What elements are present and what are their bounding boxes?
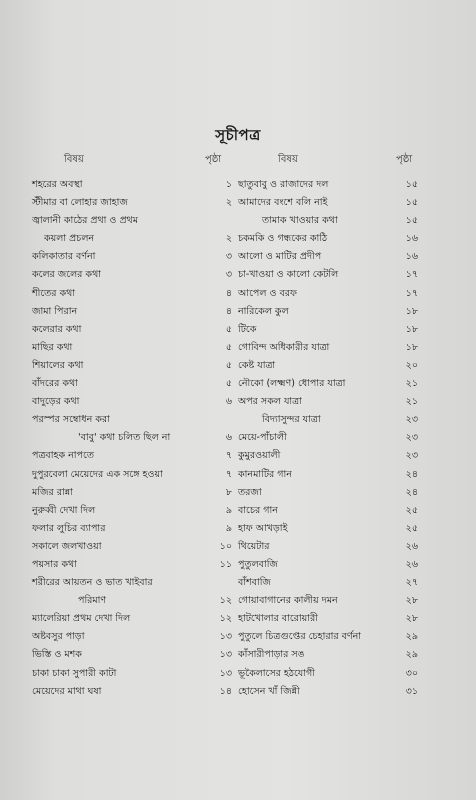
toc-entry-page: ১৫ (405, 197, 418, 209)
toc-entry-page: ২৬ (405, 540, 418, 552)
toc-entry (32, 339, 232, 357)
toc-entry-title: পুতুলে চিত্রগুপ্তের চেহারার বর্ণনা (238, 631, 362, 643)
toc-entry-title: হাফ আখড়াই (238, 522, 288, 534)
toc-entry-page: ১২ (219, 595, 232, 607)
toc-entry-page: ১৮ (405, 341, 418, 353)
toc-entry (238, 610, 418, 628)
toc-entry-page: ১৮ (405, 305, 418, 317)
toc-entry (32, 375, 232, 393)
toc-entry-page: ২ (225, 233, 232, 245)
toc-entry-title: তরজা (238, 486, 262, 498)
toc-entry (32, 556, 232, 574)
toc-entry-page: ২৬ (405, 558, 418, 570)
toc-entry-title: আপেল ও বরফ (238, 287, 297, 299)
toc-entry-page: ১৩ (219, 649, 232, 661)
toc-entry (32, 646, 232, 664)
toc-entry-title: শীতের কথা (32, 287, 76, 299)
toc-entry-title: জামা পিরান (32, 305, 78, 317)
toc-entry-title: স্টীমার বা লোহার জাহাজ (32, 197, 128, 209)
toc-entry (238, 429, 418, 447)
toc-entry-title: কানমাটির গান (238, 468, 292, 480)
toc-entry-title: শরীরের আয়তন ও ভাত খাইবার (32, 577, 153, 589)
right-page-header: পৃষ্ঠা (396, 154, 413, 165)
toc-entry-page: ৪ (225, 287, 232, 299)
toc-entry-title: মজির রান্না (32, 486, 73, 498)
toc-entry-page: ২৭ (405, 577, 418, 589)
toc-entry-page: ৩ (225, 251, 232, 263)
toc-entry (32, 321, 232, 339)
toc-entry-page: ১৪ (219, 685, 232, 697)
toc-entry-title: শিয়ালের কথা (32, 359, 84, 371)
toc-entry (238, 502, 418, 520)
toc-entry-title: পয়সার কথা (32, 558, 77, 570)
toc-entry-title: বাঁশবাজি (238, 577, 271, 589)
toc-entry (238, 212, 418, 230)
left-contents-column (32, 176, 232, 701)
toc-entry (32, 447, 232, 465)
toc-entry-page: ২৯ (405, 631, 418, 643)
page-title: সূচীপত্র (215, 126, 261, 144)
toc-entry-page: ৩ (225, 269, 232, 281)
toc-entry-title: শহরের অবস্থা (32, 179, 83, 190)
toc-entry (238, 646, 418, 664)
toc-entry-page: ৯ (225, 504, 232, 516)
toc-entry (238, 628, 418, 646)
toc-entry-title: নৌকো (লক্ষ্মণ) ধোপার যাত্রা (238, 378, 346, 390)
toc-entry (238, 466, 418, 484)
toc-entry-page: ২৫ (405, 522, 418, 534)
left-page-header: পৃষ্ঠা (205, 154, 222, 165)
toc-entry-title: হোসেন খাঁ জিন্নী (238, 685, 300, 697)
toc-entry-page: ২৩ (405, 450, 418, 462)
toc-entry-page: ১১ (219, 558, 232, 570)
toc-entry-page: ৩১ (405, 685, 418, 697)
toc-entry-title: অপর সকল যাত্রা (238, 396, 302, 408)
toc-entry (238, 574, 418, 592)
toc-entry-title: নারিকেল কুল (238, 305, 289, 317)
toc-entry (238, 556, 418, 574)
toc-entry-title: তামাক খাওয়ার কথা (262, 215, 338, 227)
toc-entry (32, 411, 232, 429)
toc-entry-page: ২৯ (405, 649, 418, 661)
toc-entry-title: আমাদের বংশে বলি নাই (238, 197, 328, 209)
toc-entry-page: ২৮ (405, 613, 418, 625)
toc-entry-page: ১৭ (405, 287, 418, 299)
toc-entry (238, 592, 418, 610)
toc-entry (238, 520, 418, 538)
toc-entry-title: কুমুরওয়ালী (238, 450, 281, 462)
toc-entry (238, 194, 418, 212)
toc-entry-page: ২০ (405, 359, 418, 371)
toc-entry-title: আলো ও মাটির প্রদীপ (238, 251, 322, 263)
toc-entry-title: বিদ্যাসুন্দর যাত্রা (262, 414, 321, 426)
toc-entry (32, 665, 232, 683)
toc-entry-title: পরস্পর সম্বোধন করা (32, 414, 110, 426)
toc-entry-title: ম্যালেরিয়া প্রথম দেখা দিল (32, 613, 131, 625)
toc-entry (238, 176, 418, 194)
toc-entry-page: ২৫ (405, 504, 418, 516)
toc-entry (238, 375, 418, 393)
toc-entry (238, 285, 418, 303)
toc-entry (32, 266, 232, 284)
toc-entry (238, 230, 418, 248)
toc-entry-page: ১০ (219, 540, 232, 552)
toc-entry-page: ৫ (225, 323, 232, 335)
toc-entry-title: থিয়েটার (238, 540, 270, 552)
toc-entry (32, 429, 232, 447)
toc-entry (238, 357, 418, 375)
toc-entry (238, 683, 418, 701)
toc-entry-page: ২৪ (405, 486, 418, 498)
toc-entry-title: কেষ্ট যাত্রা (238, 359, 276, 371)
toc-entry (32, 212, 232, 230)
toc-entry-title: ছাতুবাবু ও রাজাদের দল (238, 179, 329, 190)
toc-entry-title: পত্রবাহক নাপতে (32, 450, 94, 462)
toc-entry (32, 484, 232, 502)
toc-entry-page: ৪ (225, 305, 232, 317)
toc-entry-title: গোয়াবাগানের কালীয় দমন (238, 595, 338, 607)
toc-entry-title: অষ্টবসুর পাড়া (32, 631, 85, 643)
toc-entry-page: ৭ (225, 468, 232, 480)
toc-entry-page: ২৮ (405, 595, 418, 607)
toc-entry-title: মেয়ে-পাঁচালী (238, 432, 287, 444)
toc-entry-title: বাচের গান (238, 504, 278, 516)
toc-entry (32, 683, 232, 701)
toc-entry-title: বাঁদরের কথা (32, 378, 78, 390)
toc-entry-page: ১৭ (405, 269, 418, 281)
toc-entry-page: ২১ (405, 396, 418, 408)
toc-entry-page: ৫ (225, 359, 232, 371)
toc-entry (238, 321, 418, 339)
toc-entry (32, 502, 232, 520)
toc-entry-page: ৬ (225, 432, 232, 444)
left-subject-header: বিষয় (64, 154, 84, 165)
toc-entry-page: ২ (225, 197, 232, 209)
toc-entry-title: হাটখোলার বারোয়ারী (238, 613, 318, 625)
toc-entry-title: মেয়েদের মাথা ঘষা (32, 685, 102, 697)
toc-entry-title: গোবিন্দ অধিকারীর যাত্রা (238, 341, 330, 353)
toc-entry-title: পরিমাণ (78, 595, 107, 607)
toc-entry-title: জ্বালানী কাঠের প্রথা ও প্রথম (32, 215, 138, 227)
toc-entry-page: ৭ (225, 450, 232, 462)
toc-entry (32, 357, 232, 375)
toc-entry (32, 230, 232, 248)
toc-entry (32, 176, 232, 194)
toc-entry-title: দুপুরবেলা মেয়েদের এক সঙ্গে হওয়া (32, 468, 163, 480)
toc-entry (238, 484, 418, 502)
toc-entry-title: নুরুব্বী দেখা দিল (32, 504, 96, 516)
toc-entry-title: বাদুড়ের কথা (32, 396, 80, 408)
toc-entry (238, 411, 418, 429)
toc-entry-title: চকমকি ও গন্ধকের কাঠি (238, 233, 328, 245)
toc-entry-page: ১৩ (219, 631, 232, 643)
toc-entry-title: 'বাবু' কথা চলিত ছিল না (78, 432, 171, 444)
toc-entry-title: ভিস্তি ও মশক (32, 649, 82, 661)
toc-entry (32, 574, 232, 592)
toc-entry-title: ভূকৈলাসের হঠযোগী (238, 667, 315, 679)
toc-entry (32, 628, 232, 646)
right-subject-header: বিষয় (278, 154, 298, 165)
toc-entry-page: ১৬ (405, 233, 418, 245)
toc-entry (238, 393, 418, 411)
toc-entry (32, 194, 232, 212)
toc-entry (32, 466, 232, 484)
toc-entry-page: ১৬ (405, 251, 418, 263)
toc-entry-title: কাঁসারীপাড়ার সঙ (238, 649, 305, 661)
toc-entry-title: মাছির কথা (32, 341, 73, 353)
toc-entry (32, 285, 232, 303)
toc-entry-title: ফলার লুচির ব্যাপার (32, 522, 106, 534)
toc-entry-title: কলের জলের কথা (32, 269, 101, 281)
toc-entry-title: কলিকাতার বর্ণনা (32, 251, 96, 263)
toc-entry (238, 266, 418, 284)
toc-entry-page: ৩০ (405, 667, 418, 679)
toc-entry (238, 538, 418, 556)
toc-entry-page: ২৩ (405, 432, 418, 444)
toc-entry (32, 592, 232, 610)
toc-entry-page: ৬ (225, 396, 232, 408)
toc-entry-page: ১৩ (219, 667, 232, 679)
toc-entry (238, 339, 418, 357)
toc-entry-page: ৯ (225, 522, 232, 534)
toc-entry-title: চাকা চাকা সুপারী কাটা (32, 667, 117, 679)
toc-entry (32, 303, 232, 321)
toc-entry-page: ২১ (405, 378, 418, 390)
toc-entry (238, 248, 418, 266)
toc-entry-title: সকালে জলখাওয়া (32, 540, 102, 552)
toc-entry-title: পুতুলবাজি (238, 558, 278, 570)
toc-entry-page: ১ (225, 179, 232, 190)
toc-entry-page: ১২ (219, 613, 232, 625)
toc-entry (32, 538, 232, 556)
toc-entry-page: ১৮ (405, 323, 418, 335)
toc-entry-page: ৮ (225, 486, 232, 498)
toc-entry-page: ৫ (225, 341, 232, 353)
toc-entry-title: টিকে (238, 323, 257, 335)
toc-entry-title: কয়লা প্রচলন (44, 233, 95, 245)
toc-entry (32, 393, 232, 411)
toc-entry-page: ২৩ (405, 414, 418, 426)
toc-entry-page: ২৪ (405, 468, 418, 480)
toc-entry (238, 447, 418, 465)
toc-entry (238, 303, 418, 321)
toc-entry (32, 248, 232, 266)
toc-entry-page: ৫ (225, 378, 232, 390)
toc-entry-page: ১৫ (405, 215, 418, 227)
toc-entry (32, 520, 232, 538)
toc-entry (238, 665, 418, 683)
toc-entry-title: কলেরার কথা (32, 323, 82, 335)
toc-entry-page: ১৫ (405, 179, 418, 190)
toc-entry-title: চা-খাওয়া ও কালো কেটলি (238, 269, 339, 281)
toc-entry (32, 610, 232, 628)
right-contents-column (238, 176, 418, 701)
